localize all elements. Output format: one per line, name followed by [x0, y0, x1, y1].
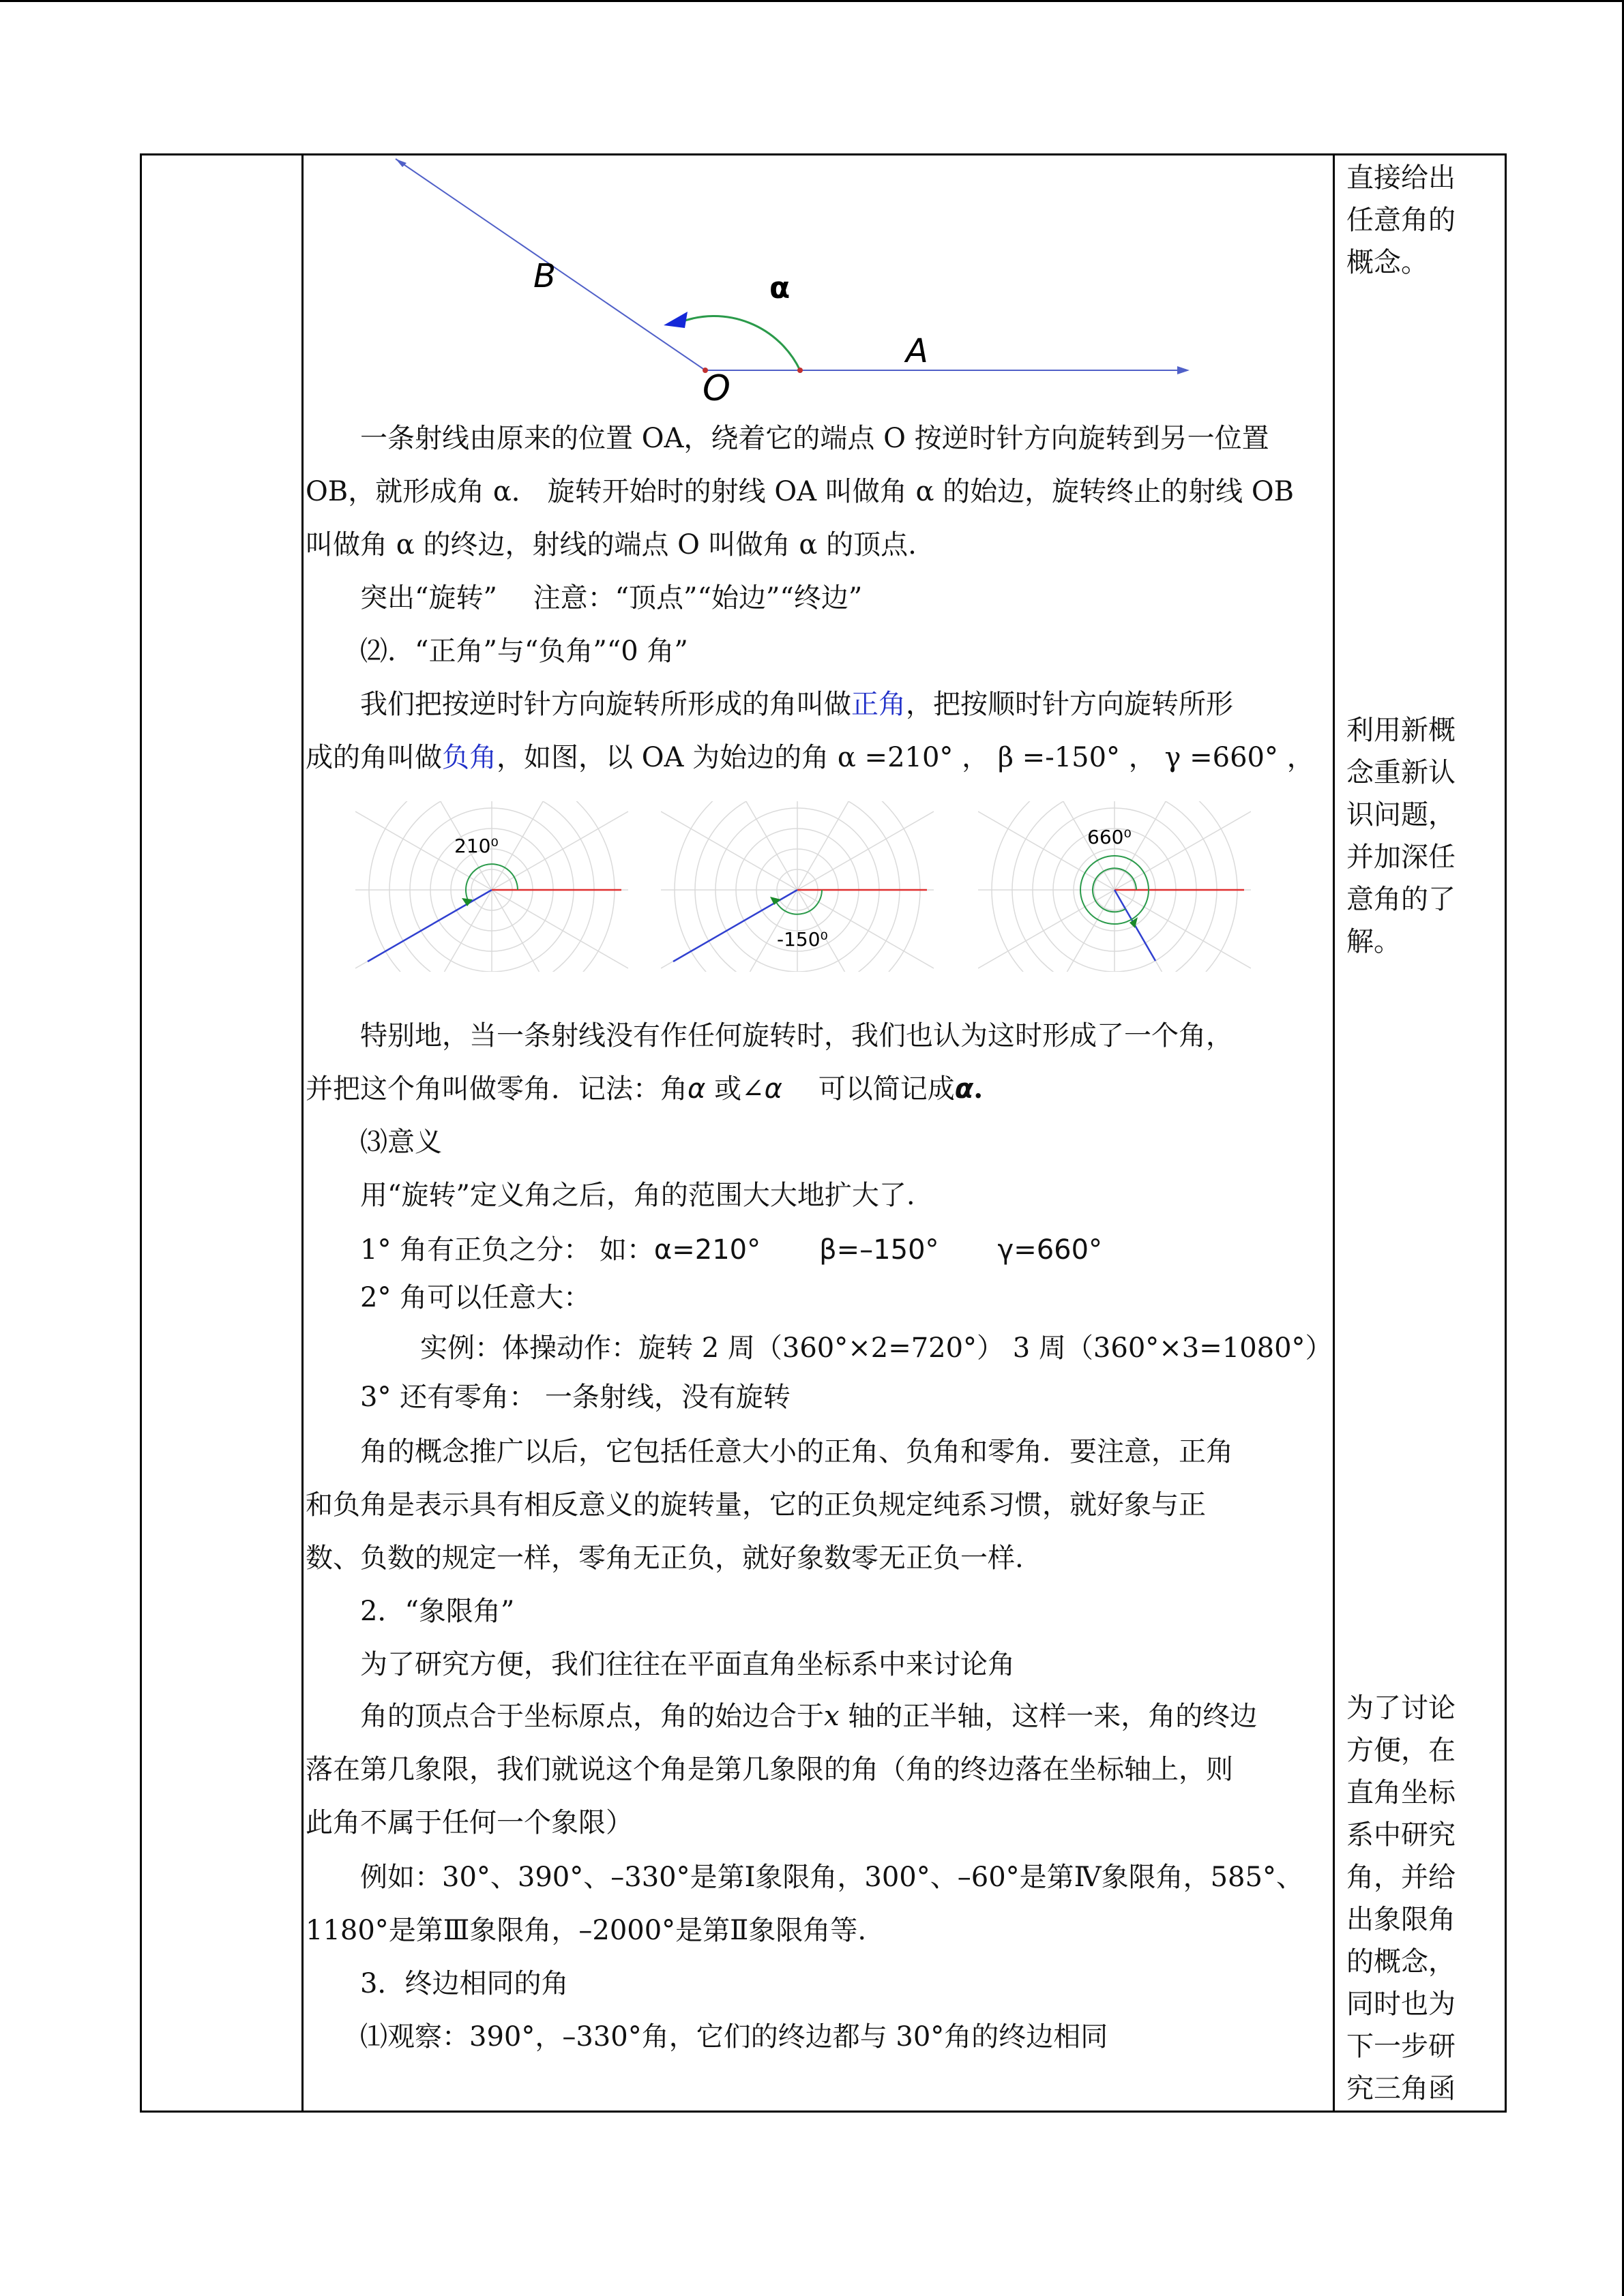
paragraph-observe-coterminal: ⑴观察：390°，–330°角，它们的终边都与 30°角的终边相同	[360, 2021, 1108, 2053]
paragraph-ray-rotation-line-1: 一条射线由原来的位置 OA，绕着它的端点 O 按逆时针方向旋转到另一位置	[360, 423, 1269, 454]
text-segment: 轴的正半轴，这样一来，角的终边	[839, 1701, 1258, 1732]
term-negative-angle: 负角	[442, 742, 497, 773]
paragraph-zero-angle-line-1: 特别地，当一条射线没有作任何旋转时，我们也认为这时形成了一个角，	[360, 1020, 1233, 1052]
angle-figures-row	[306, 801, 1260, 992]
paragraph-positive-angle-def	[360, 688, 1233, 721]
paragraph-negative-angle-def	[306, 741, 1314, 774]
side-note-line: 方便，在	[1346, 1735, 1456, 1766]
side-note-line: 出象限角	[1346, 1904, 1456, 1935]
paragraph-ray-rotation-line-2: OB，就形成角 α． 旋转开始时的射线 OA 叫做角 α 的始边，旋转终止的射线 OB	[306, 476, 1295, 507]
text-segment: 成的角叫做	[306, 742, 442, 773]
term-positive-angle: 正角	[851, 689, 906, 720]
point-on-oa	[797, 368, 803, 373]
text-segment: 角的顶点合于坐标原点，角的始边合于	[360, 1701, 824, 1732]
heading-positive-negative-angles: ⑵．“正角”与“负角”“0 角”	[360, 636, 688, 667]
side-note-line: 利用新概	[1346, 715, 1456, 746]
paragraph-generalization-line-2: 和负角是表示具有相反意义的旋转量，它的正负规定纯系习惯，就好象与正	[306, 1489, 1206, 1521]
angle-label-minus-150: -150⁰	[777, 928, 828, 951]
ray-oa-arrowhead	[1177, 366, 1190, 374]
heading-coterminal-angles: 3．终边相同的角	[360, 1968, 569, 1999]
symbol-alpha: α	[764, 1073, 782, 1105]
angle-figure-210	[355, 801, 628, 992]
side-note-line: 识问题，	[1346, 799, 1456, 831]
angle-label-660: 660⁰	[1087, 826, 1132, 848]
text-segment: .	[973, 1073, 984, 1105]
heading-quadrant-angles: 2．“象限角”	[360, 1596, 515, 1627]
side-note-1	[1346, 157, 1503, 284]
side-note-line: 直接给出	[1346, 162, 1456, 194]
side-note-line: 为了讨论	[1346, 1693, 1456, 1724]
example-gamma: γ=660°	[997, 1234, 1103, 1266]
symbol-alpha: α	[688, 1073, 706, 1105]
side-note-line: 意角的了	[1346, 884, 1456, 915]
text-segment: 或∠	[705, 1073, 765, 1105]
heading-meaning: ⑶意义	[360, 1127, 442, 1158]
angle-alpha-figure	[306, 153, 1260, 413]
angle-figure-660	[978, 801, 1251, 992]
side-note-line: 解。	[1346, 926, 1401, 957]
side-note-line: 并加深任	[1346, 841, 1456, 873]
side-note-line: 究三角函	[1346, 2073, 1456, 2104]
text-segment: ，把按顺时针方向旋转所形	[906, 689, 1233, 720]
label-a: A	[906, 332, 928, 370]
paragraph-quadrant-examples-line-2: 1180°是第Ⅲ象限角，–2000°是第Ⅱ象限角等.	[306, 1915, 867, 1946]
table-column-divider-1	[301, 153, 304, 2113]
label-o: O	[703, 368, 730, 409]
label-alpha: α	[769, 271, 791, 305]
paragraph-generalization-line-1: 角的概念推广以后，它包括任意大小的正角、负角和零角．要注意，正角	[360, 1436, 1233, 1467]
alpha-arc	[679, 316, 800, 370]
text-segment: 并把这个角叫做零角．记法：角	[306, 1073, 688, 1105]
table-column-divider-2	[1333, 153, 1335, 2113]
alpha-arc-arrowhead	[664, 312, 688, 328]
side-note-3	[1346, 1687, 1503, 2110]
side-note-line: 角，并给	[1346, 1862, 1456, 1893]
angle-label-210: 210⁰	[454, 835, 499, 857]
paragraph-quadrant-def-line-2: 落在第几象限，我们就说这个角是第几象限的角（角的终边落在坐标轴上，则	[306, 1754, 1233, 1785]
side-note-line: 念重新认	[1346, 757, 1456, 788]
text-segment: 1° 角有正负之分： 如：	[360, 1234, 654, 1266]
side-note-line: 任意角的	[1346, 205, 1456, 236]
main-content-column	[306, 153, 1333, 2111]
side-note-2	[1346, 709, 1503, 963]
label-b: B	[533, 257, 556, 295]
side-note-line: 系中研究	[1346, 1819, 1456, 1851]
paragraph-quadrant-def-line-3: 此角不属于任何一个象限）	[306, 1807, 633, 1838]
side-note-line: 的概念，	[1346, 1946, 1456, 1978]
side-note-line: 下一步研	[1346, 2031, 1456, 2062]
symbol-x: x	[824, 1701, 840, 1732]
symbol-alpha: α	[954, 1073, 974, 1105]
example-gymnastics: 实例：体操动作：旋转 2 周（360°×2=720°） 3 周（360°×3=1080°）	[420, 1332, 1333, 1364]
paragraph-range-expanded: 用“旋转”定义角之后，角的范围大大地扩大了.	[360, 1180, 915, 1211]
side-note-line: 概念。	[1346, 247, 1428, 278]
paragraph-emphasis: 突出“旋转” 注意：“顶点”“始边”“终边”	[360, 582, 863, 614]
side-note-line: 同时也为	[1346, 1988, 1456, 2020]
paragraph-quadrant-examples-line-1: 例如：30°、390°、–330°是第Ⅰ象限角，300°、–60°是第Ⅳ象限角，585°、	[360, 1862, 1303, 1893]
text-segment: ，如图，以 OA 为始边的角 α =210° ， β =-150° ， γ =660° ，	[497, 742, 1314, 773]
example-beta: β=–150°	[819, 1234, 939, 1266]
text-segment: 可以简记成	[782, 1073, 955, 1105]
paragraph-ray-rotation-line-3: 叫做角 α 的终边，射线的端点 O 叫做角 α 的顶点.	[306, 529, 917, 561]
text-segment: 我们把按逆时针方向旋转所形成的角叫做	[360, 689, 851, 720]
point-zero-angle: 3° 还有零角： 一条射线，没有旋转	[360, 1382, 791, 1413]
point-signed-angles	[360, 1234, 1102, 1266]
point-arbitrary-size: 2° 角可以任意大：	[360, 1282, 591, 1313]
angle-figure-minus-150	[661, 801, 934, 992]
paragraph-zero-angle-line-2	[306, 1073, 983, 1105]
example-alpha: α=210°	[653, 1234, 761, 1266]
paragraph-coordinate-system: 为了研究方便，我们往往在平面直角坐标系中来讨论角	[360, 1649, 1015, 1680]
page-top-border	[0, 0, 1624, 2]
paragraph-generalization-line-3: 数、负数的规定一样，零角无正负，就好象数零无正负一样.	[306, 1542, 1024, 1574]
paragraph-quadrant-def-line-1	[360, 1700, 1257, 1733]
side-note-line: 直角坐标	[1346, 1777, 1456, 1808]
